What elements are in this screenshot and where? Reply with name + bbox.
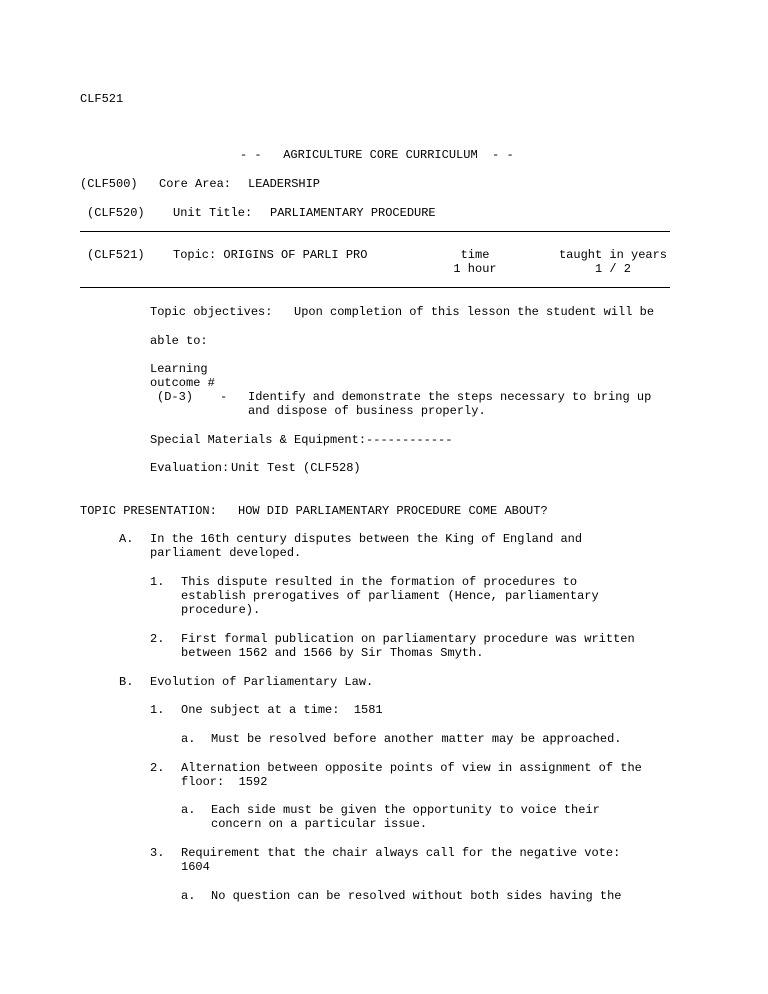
section-b-line-1: Evolution of Parliamentary Law. bbox=[150, 675, 374, 689]
item-b3-line-2: 1604 bbox=[181, 860, 210, 874]
outcome-label-1: Learning bbox=[150, 362, 208, 376]
item-b2-line-1: Alternation between opposite points of view in assignment of the bbox=[181, 761, 642, 775]
item-b2a-line-1: Each side must be given the opportunity to voice their bbox=[211, 803, 600, 817]
objectives-text-1: Upon completion of this lesson the student will be bbox=[294, 305, 655, 319]
presentation-question: HOW DID PARLIAMENTARY PROCEDURE COME ABOUT? bbox=[238, 504, 548, 518]
item-a2-line-1: First formal publication on parliamentary procedure was written bbox=[181, 632, 635, 646]
bottom-divider bbox=[80, 287, 670, 288]
outcome-text-1: Identify and demonstrate the steps necessary to bring up bbox=[248, 390, 652, 404]
core-area-value: LEADERSHIP bbox=[248, 177, 321, 191]
item-a1-line-2: establish prerogatives of parliament (Hence, parliamentary bbox=[181, 589, 599, 603]
objectives-text-2: able to: bbox=[150, 334, 208, 348]
curriculum-title: - - AGRICULTURE CORE CURRICULUM - - bbox=[240, 148, 514, 162]
time-value: 1 hour bbox=[453, 262, 497, 276]
item-b2a-line-2: concern on a particular issue. bbox=[211, 817, 428, 831]
item-a1-line-3: procedure). bbox=[181, 603, 261, 617]
item-b2-line-2: floor: 1592 bbox=[181, 775, 268, 789]
item-b1a-marker: a. bbox=[181, 732, 196, 746]
item-b3a-marker: a. bbox=[181, 889, 196, 903]
core-area-code: (CLF500) bbox=[80, 177, 138, 191]
item-a1-marker: 1. bbox=[150, 575, 165, 589]
section-b-marker: B. bbox=[119, 675, 134, 689]
topic-label: Topic: ORIGINS OF PARLI PRO bbox=[173, 248, 368, 262]
unit-label: Unit Title: bbox=[173, 206, 253, 220]
evaluation-label: Evaluation: bbox=[150, 461, 230, 475]
item-b1a-line-1: Must be resolved before another matter may be approached. bbox=[211, 732, 622, 746]
section-a-marker: A. bbox=[119, 532, 134, 546]
item-b3-marker: 3. bbox=[150, 846, 165, 860]
outcome-text-2: and dispose of business properly. bbox=[248, 404, 486, 418]
unit-value: PARLIAMENTARY PROCEDURE bbox=[270, 206, 436, 220]
outcome-code: (D-3) bbox=[157, 390, 194, 404]
taught-label: taught in years bbox=[558, 248, 668, 262]
item-b2-marker: 2. bbox=[150, 761, 165, 775]
objectives-label: Topic objectives: bbox=[150, 305, 273, 319]
special-materials: Special Materials & Equipment:------------ bbox=[150, 433, 453, 447]
unit-code: (CLF520) bbox=[87, 206, 145, 220]
item-b2a-marker: a. bbox=[181, 803, 196, 817]
item-b3a-line-1: No question can be resolved without both sides having the bbox=[211, 889, 622, 903]
topic-code: (CLF521) bbox=[87, 248, 145, 262]
section-a-line-2: parliament developed. bbox=[150, 546, 302, 560]
outcome-dash: - bbox=[220, 390, 228, 404]
item-b3-line-1: Requirement that the chair always call for the negative vote: bbox=[181, 846, 621, 860]
item-b1-marker: 1. bbox=[150, 703, 165, 717]
top-divider bbox=[80, 231, 670, 232]
item-a1-line-1: This dispute resulted in the formation of procedures to bbox=[181, 575, 578, 589]
core-area-label: Core Area: bbox=[159, 177, 232, 191]
section-a-line-1: In the 16th century disputes between the King of England and bbox=[150, 532, 583, 546]
item-b1-line-1: One subject at a time: 1581 bbox=[181, 703, 383, 717]
item-a2-marker: 2. bbox=[150, 632, 165, 646]
taught-value: 1 / 2 bbox=[594, 262, 631, 276]
evaluation-value: Unit Test (CLF528) bbox=[231, 461, 361, 475]
time-label: time bbox=[460, 248, 490, 262]
presentation-label: TOPIC PRESENTATION: bbox=[80, 504, 217, 518]
outcome-label-2: outcome # bbox=[150, 376, 215, 390]
item-a2-line-2: between 1562 and 1566 by Sir Thomas Smyth. bbox=[181, 646, 484, 660]
document-code: CLF521 bbox=[80, 92, 124, 106]
